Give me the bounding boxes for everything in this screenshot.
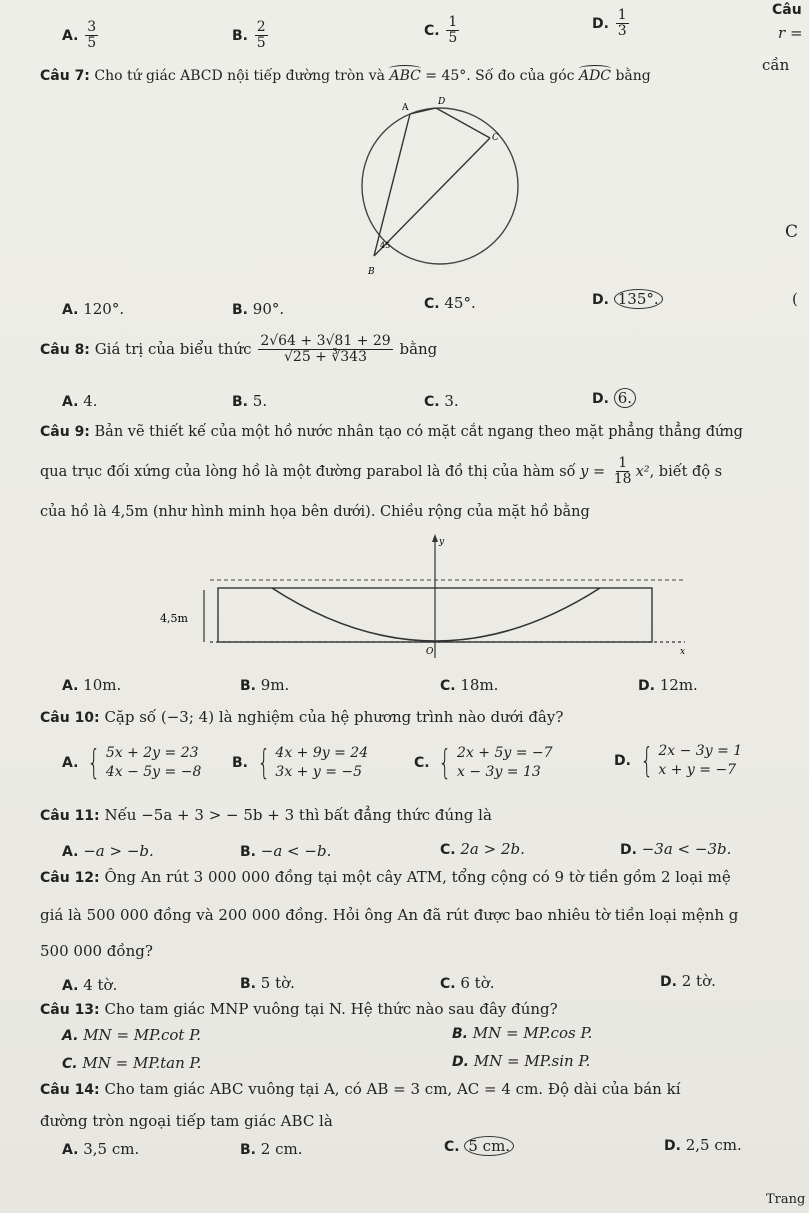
option-label: D. [614, 752, 631, 769]
option-label: D. [638, 678, 655, 694]
question-label: Câu 12: [40, 870, 100, 886]
q9-text-1: Bản vẽ thiết kế của một hồ nước nhân tạo có mặt cắt ngang theo mặt phẳng thẳng đứng [94, 424, 743, 440]
depth-label: 4,5m [160, 612, 188, 625]
option-label: C. [62, 1056, 78, 1072]
option-value: 6 tờ. [460, 974, 495, 992]
side-ad [410, 108, 436, 114]
q10-option-a [62, 744, 201, 782]
option-label: A. [62, 27, 79, 44]
option-label: B. [240, 976, 256, 992]
q14-text-1: Cho tam giác ABC vuông tại A, có AB = 3 cm, AC = 4 cm. Độ dài của bán kí [104, 1080, 681, 1098]
vertex-c-label: C [492, 133, 499, 143]
option-label: A. [62, 844, 79, 860]
q14-option-b [240, 1140, 303, 1159]
option-value: −3a < −3b. [641, 840, 732, 858]
q8-fraction [258, 334, 392, 366]
option-value: 3. [444, 392, 459, 410]
option-value: 4 tờ. [83, 976, 118, 994]
arc-adc: ADC [578, 68, 612, 84]
cut-can-text: cần [762, 56, 790, 74]
question-label: Câu 10: [40, 710, 100, 726]
equation-1: 2x + 5y = −7 [457, 745, 553, 761]
q14-option-d [664, 1136, 742, 1155]
q9-line-2 [40, 456, 722, 488]
numerator: 1 [618, 455, 628, 471]
option-label: D. [664, 1138, 681, 1154]
q8-stem [40, 334, 437, 366]
q8-option-c [424, 392, 459, 411]
denominator: 5 [448, 30, 458, 47]
function-y: y = [580, 463, 606, 480]
q8-after: bằng [399, 339, 438, 358]
denominator: 3 [617, 23, 627, 40]
equation-system [253, 744, 368, 782]
cut-question-label: Câu [772, 2, 802, 18]
equation-2: x − 3y = 13 [457, 763, 541, 780]
denominator: 5 [87, 35, 97, 52]
option-value: MN = MP.tan P. [82, 1054, 202, 1072]
numerator: 2 [256, 19, 266, 35]
option-label: A. [62, 978, 79, 994]
option-label: B. [232, 27, 248, 44]
vertex-d-label: D [438, 97, 446, 107]
q13-stem [40, 1000, 558, 1019]
y-axis-label: y [439, 537, 445, 547]
q10-stem [40, 708, 563, 727]
q13-option-a [62, 1026, 201, 1045]
option-label: A. [62, 1142, 79, 1158]
circle-figure [340, 96, 540, 286]
q10-option-c [414, 744, 553, 782]
cut-r-text: r = [778, 24, 803, 42]
q7-text-3: bằng [615, 68, 651, 84]
q11-option-d [620, 840, 731, 859]
q11-option-a [62, 842, 154, 861]
question-label: Câu 7: [40, 68, 90, 84]
q14-line-1 [40, 1080, 681, 1099]
brace-icon: { [438, 742, 452, 783]
question-label: Câu 8: [40, 341, 90, 358]
y-axis-arrow [432, 534, 438, 542]
fraction [255, 20, 268, 52]
q10-option-b [232, 744, 368, 782]
option-label: B. [232, 302, 248, 318]
option-value: 6. [614, 388, 636, 408]
numerator: 2√64 + 3√81 + 29 [260, 333, 391, 349]
option-value: MN = MP.cot P. [83, 1026, 202, 1044]
q13-option-c [62, 1054, 201, 1073]
question-label: Câu 14: [40, 1082, 100, 1098]
side-bc [374, 138, 490, 256]
q8-text: Giá trị của biểu thức [94, 339, 252, 358]
equation-system [636, 742, 742, 780]
q13-option-b [452, 1024, 592, 1043]
q11-text: Nếu −5a + 3 > − 5b + 3 thì bất đẳng thức đúng là [104, 806, 492, 824]
option-label: B. [240, 1142, 256, 1158]
numerator: 3 [87, 19, 97, 35]
option-label: C. [424, 22, 440, 39]
numerator: 1 [617, 7, 627, 23]
brace-icon: { [640, 740, 654, 781]
option-label: B. [240, 678, 256, 694]
q12-option-b [240, 974, 295, 993]
origin-label: O [426, 647, 434, 657]
q9-option-c [440, 676, 498, 695]
q8-option-b [232, 392, 267, 411]
option-value: −a > −b. [83, 842, 154, 860]
option-label: D. [660, 974, 677, 990]
option-value: −a < −b. [260, 842, 332, 860]
q13-text: Cho tam giác MNP vuông tại N. Hệ thức nào sau đây đúng? [104, 1000, 558, 1018]
q9-text-2a: qua trục đối xứng của lòng hồ là một đường parabol là đồ thị của hàm số [40, 463, 576, 480]
q12-line-1 [40, 868, 731, 887]
option-value: 90°. [252, 300, 285, 318]
option-value: 18m. [460, 676, 499, 694]
q12-option-a [62, 976, 117, 995]
option-label: D. [592, 391, 609, 407]
q7-option-a [62, 300, 124, 319]
option-label: A. [62, 394, 79, 410]
question-label: Câu 11: [40, 808, 100, 824]
q7-option-d [592, 289, 663, 309]
option-label: C. [444, 1139, 460, 1155]
equation-system [434, 744, 552, 782]
option-value: 2 tờ. [681, 972, 716, 990]
option-label: D. [592, 292, 609, 308]
q10-text: Cặp số (−3; 4) là nghiệm của hệ phương trình nào dưới đây? [104, 708, 564, 726]
option-label: C. [440, 842, 456, 858]
equation-system [83, 744, 201, 782]
option-value: 2,5 cm. [685, 1136, 742, 1154]
q9-line-3: của hồ là 4,5m (như hình minh họa bên dưới). Chiều rộng của mặt hồ bằng [40, 504, 590, 520]
brace-icon: { [257, 742, 271, 783]
question-label: Câu 13: [40, 1002, 100, 1018]
option-label: C. [440, 678, 456, 694]
q12-text-1: Ông An rút 3 000 000 đồng tại một cây ATM, tổng cộng có 9 tờ tiền gồm 2 loại mệ [104, 868, 731, 886]
option-label: A. [62, 754, 79, 771]
q6-option-b [232, 20, 270, 52]
q11-option-b [240, 842, 331, 861]
q9-option-d [638, 676, 698, 695]
equation-2: 4x − 5y = −8 [105, 763, 202, 780]
option-label: D. [592, 15, 609, 32]
q8-option-d [592, 388, 636, 408]
x-axis-label: x [680, 647, 686, 657]
option-label: C. [424, 296, 440, 312]
q9-option-a [62, 676, 121, 695]
q6-option-c [424, 15, 461, 47]
equation-1: 5x + 2y = 23 [105, 745, 199, 761]
option-value: 9m. [260, 676, 290, 694]
option-label: A. [62, 678, 79, 694]
fraction [85, 20, 98, 52]
angle-label: 45 [380, 241, 391, 250]
option-value: 10m. [83, 676, 122, 694]
q12-line-3: 500 000 đồng? [40, 942, 153, 960]
option-label: A. [62, 302, 79, 318]
page-footer: Trang [766, 1192, 806, 1207]
arc-abc: ABC [389, 68, 421, 84]
q7-text-1: Cho tứ giác ABCD nội tiếp đường tròn và [94, 68, 385, 84]
fraction [446, 15, 459, 47]
equation-1: 4x + 9y = 24 [275, 745, 369, 761]
fraction [616, 8, 629, 40]
q7-stem [40, 68, 651, 85]
option-value: 12m. [659, 676, 698, 694]
numerator: 1 [448, 14, 458, 30]
q12-line-2: giá là 500 000 đồng và 200 000 đồng. Hỏi ông An đã rút được bao nhiêu tờ tiền loại mệnh g [40, 906, 739, 924]
q8-option-a [62, 392, 98, 411]
q9-option-b [240, 676, 289, 695]
q12-option-c [440, 974, 495, 993]
option-label: C. [440, 976, 456, 992]
option-value: 120°. [83, 300, 125, 318]
option-value: 5. [252, 392, 268, 410]
option-label: A. [62, 1028, 79, 1044]
q6-option-d [592, 8, 631, 40]
q12-option-d [660, 972, 716, 991]
option-label: D. [620, 842, 637, 858]
q14-option-a [62, 1140, 139, 1159]
q14-line-2: đường tròn ngoại tiếp tam giác ABC là [40, 1112, 333, 1130]
option-label: B. [240, 844, 256, 860]
denominator: 18 [613, 471, 632, 488]
option-label: B. [232, 754, 248, 771]
denominator: √25 + ∛343 [283, 349, 367, 366]
q7-option-c [424, 294, 476, 313]
q13-option-d [452, 1052, 590, 1071]
equation-2: x + y = −7 [658, 761, 737, 778]
option-value: 5 cm. [464, 1136, 514, 1156]
q7-option-b [232, 300, 284, 319]
vertex-a-label: A [402, 103, 409, 113]
denominator: 5 [256, 35, 266, 52]
cut-paren-text: ( [792, 290, 798, 308]
option-value: 3,5 cm. [83, 1140, 140, 1158]
equation-2: 3x + y = −5 [275, 763, 363, 780]
lake-figure [150, 530, 710, 665]
option-value: 135°. [614, 289, 663, 309]
option-value: 4. [83, 392, 98, 410]
side-ab [374, 114, 410, 256]
option-value: 5 tờ. [260, 974, 295, 992]
q9-line-1 [40, 424, 743, 441]
option-value: 2a > 2b. [460, 840, 525, 858]
cut-c-text: C [785, 222, 799, 242]
option-label: C. [424, 394, 440, 410]
q7-text-2: = 45°. Số đo của góc [425, 68, 575, 84]
side-dc [436, 108, 490, 138]
option-value: MN = MP.sin P. [473, 1052, 591, 1070]
function-x: x² [635, 463, 650, 480]
vertex-b-label: B [368, 267, 375, 277]
option-label: D. [452, 1054, 469, 1070]
q10-option-d [614, 742, 742, 780]
q9-text-2b: , biết độ s [649, 463, 723, 480]
q11-option-c [440, 840, 525, 859]
q14-option-c [444, 1136, 514, 1156]
parabola-curve [272, 588, 600, 641]
equation-1: 2x − 3y = 1 [658, 743, 743, 759]
question-label: Câu 9: [40, 424, 90, 440]
option-label: C. [414, 754, 430, 771]
function-coefficient [612, 456, 634, 488]
option-value: 45°. [444, 294, 476, 312]
brace-icon: { [87, 742, 101, 783]
option-label: B. [232, 394, 248, 410]
option-value: MN = MP.cos P. [472, 1024, 593, 1042]
option-value: 2 cm. [260, 1140, 303, 1158]
q6-option-a [62, 20, 100, 52]
q11-stem [40, 806, 492, 825]
option-label: B. [452, 1026, 468, 1042]
